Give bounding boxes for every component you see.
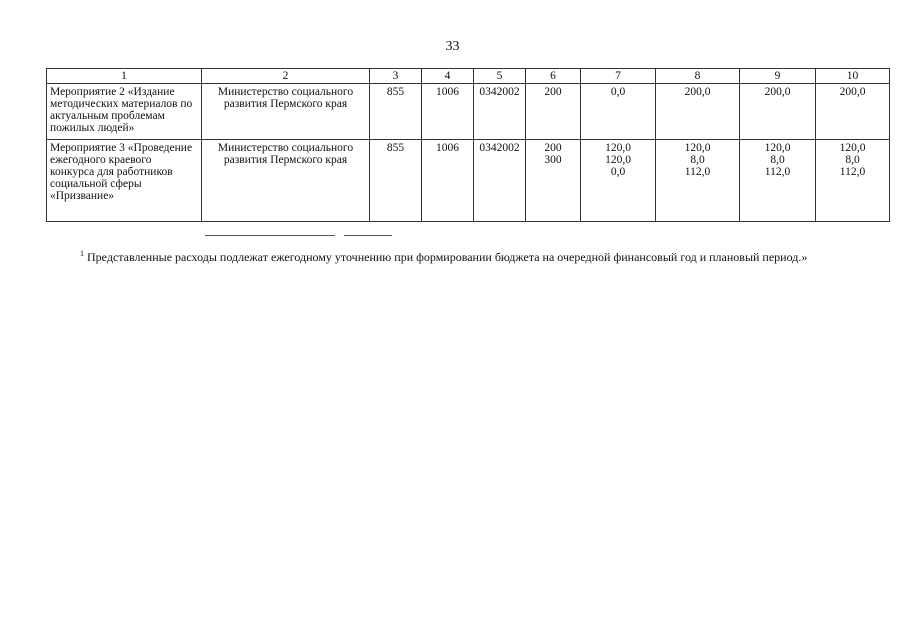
cell-line: 8,0: [845, 154, 860, 166]
header-col-10: 10: [816, 69, 890, 84]
activity-name: Мероприятие 2 «Издание методических материалов по актуальным проблемам пожилых людей»: [47, 84, 202, 140]
footnote-text: Представленные расходы подлежат ежегодному уточнению при формировании бюджета на очередной финансовый год и плановый период.»: [87, 250, 808, 264]
code-col-6: [526, 140, 581, 222]
value-col-7: [581, 140, 656, 222]
value-col-10: [816, 84, 890, 140]
code-col-4: 1006: [422, 84, 474, 140]
cell-line: 112,0: [684, 166, 711, 178]
value-col-9: [740, 84, 816, 140]
cell-line: 112,0: [764, 166, 791, 178]
cell-line: 120,0: [684, 142, 711, 154]
code-col-5: 0342002: [474, 84, 526, 140]
header-col-8: 8: [656, 69, 740, 84]
footnote-separator: [205, 235, 335, 236]
cell-line: 300: [544, 154, 562, 166]
header-col-1: 1: [47, 69, 202, 84]
code-col-4: 1006: [422, 140, 474, 222]
table-row: [47, 84, 890, 140]
header-row: [47, 69, 890, 84]
budget-table: [46, 68, 890, 222]
code-col-3: 855: [370, 140, 422, 222]
value-col-10: [816, 140, 890, 222]
header-col-7: 7: [581, 69, 656, 84]
code-col-3: 855: [370, 84, 422, 140]
cell-line: 200,0: [839, 86, 866, 98]
cell-line: 120,0: [605, 154, 631, 166]
cell-line: 8,0: [690, 154, 705, 166]
cell-line: 200,0: [684, 86, 711, 98]
value-col-7: [581, 84, 656, 140]
code-col-6: [526, 84, 581, 140]
page-number: 33: [445, 39, 460, 54]
value-col-8: [656, 140, 740, 222]
activity-name: Мероприятие 3 «Проведение ежегодного краевого конкурса для работников социальной сферы «Призвание»: [47, 140, 202, 222]
cell-line: 112,0: [839, 166, 866, 178]
cell-line: 8,0: [770, 154, 785, 166]
cell-line: 200: [544, 142, 562, 154]
cell-line: 0,0: [610, 86, 626, 98]
value-col-9: [740, 140, 816, 222]
header-col-4: 4: [422, 69, 474, 84]
cell-line: 120,0: [764, 142, 791, 154]
table-row: [47, 140, 890, 222]
cell-line: 120,0: [839, 142, 866, 154]
code-col-5: 0342002: [474, 140, 526, 222]
cell-line: 200: [544, 86, 562, 98]
header-col-2: 2: [202, 69, 370, 84]
header-col-9: 9: [740, 69, 816, 84]
header-col-6: 6: [526, 69, 581, 84]
footnote-marker: 1: [80, 249, 84, 258]
executor: Министерство социального развития Пермского края: [202, 84, 370, 140]
value-col-8: [656, 84, 740, 140]
cell-line: 200,0: [764, 86, 791, 98]
executor: Министерство социального развития Пермского края: [202, 140, 370, 222]
footnote-separator: [344, 235, 392, 236]
header-col-5: 5: [474, 69, 526, 84]
footnote: [80, 250, 807, 264]
cell-line: 120,0: [605, 142, 631, 154]
header-col-3: 3: [370, 69, 422, 84]
cell-line: 0,0: [610, 166, 626, 178]
